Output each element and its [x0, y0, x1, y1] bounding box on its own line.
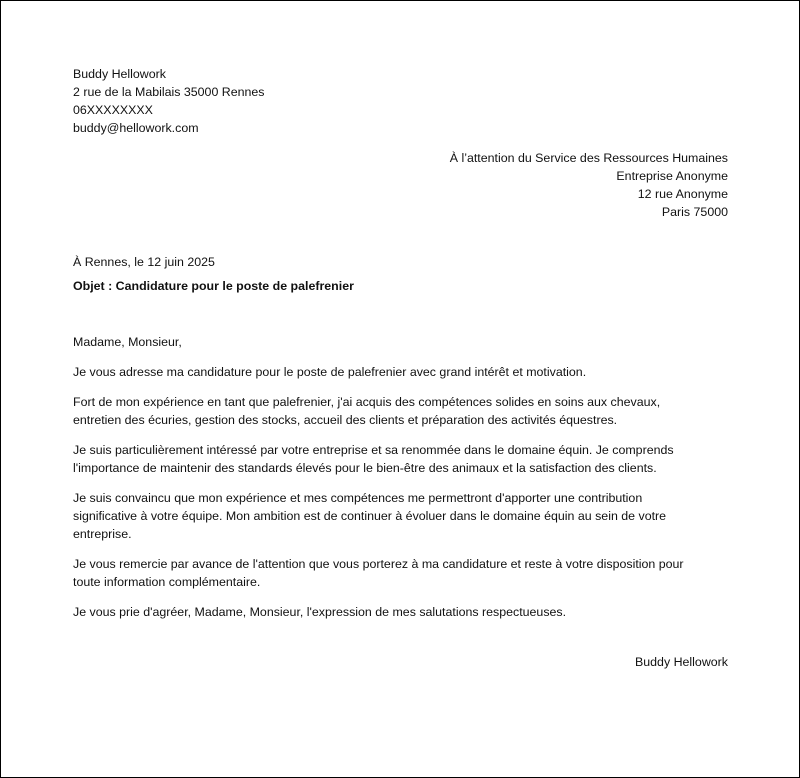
paragraph-closing: [73, 603, 728, 621]
paragraph-line: Fort de mon expérience en tant que palefrenier, j'ai acquis des compétences solides en soins aux chevaux,: [73, 395, 661, 409]
sender-phone: 06XXXXXXXX: [73, 103, 153, 117]
paragraph-line: l'importance de maintenir des standards élevés pour le bien-être des animaux et la satisfaction des clients.: [73, 461, 657, 475]
paragraph-experience: [73, 393, 728, 429]
paragraph-line: entreprise.: [73, 527, 132, 541]
paragraph-line: significative à votre équipe. Mon ambition est de continuer à évoluer dans le domaine équin au sein de votre: [73, 509, 667, 523]
date-line: À Rennes, le 12 juin 2025: [73, 255, 215, 269]
letter-content: [73, 65, 728, 671]
sender-block: [73, 65, 728, 137]
paragraph-contribution: [73, 489, 728, 543]
paragraph-line: Je vous remercie par avance de l'attention que vous porterez à ma candidature et reste à votre disposition pour: [73, 557, 684, 571]
recipient-city: Paris 75000: [661, 205, 728, 219]
recipient-block: [73, 149, 728, 221]
paragraph-line: toute information complémentaire.: [73, 575, 261, 589]
paragraph-line: entretien des écuries, gestion des stocks, accueil des clients et préparation des activités équestres.: [73, 413, 618, 427]
salutation: Madame, Monsieur,: [73, 335, 182, 349]
subject-line: Objet : Candidature pour le poste de palefrenier: [73, 279, 354, 293]
recipient-street: 12 rue Anonyme: [637, 187, 728, 201]
sender-email: buddy@hellowork.com: [73, 121, 199, 135]
signature: Buddy Hellowork: [635, 655, 728, 669]
paragraph-line: Je vous prie d'agréer, Madame, Monsieur, l'expression de mes salutations respectueuses.: [73, 605, 567, 619]
sender-name: Buddy Hellowork: [73, 67, 166, 81]
paragraph-intro: [73, 363, 728, 381]
paragraph-line: Je suis convaincu que mon expérience et mes compétences me permettront d'apporter une contribution: [73, 491, 643, 505]
paragraph-line: Je vous adresse ma candidature pour le poste de palefrenier avec grand intérêt et motivation.: [73, 365, 587, 379]
paragraph-company-interest: [73, 441, 728, 477]
sender-address: 2 rue de la Mabilais 35000 Rennes: [73, 85, 265, 99]
paragraph-line: Je suis particulièrement intéressé par votre entreprise et sa renommée dans le domaine équin. Je comprends: [73, 443, 674, 457]
recipient-attention: À l’attention du Service des Ressources Humaines: [449, 151, 728, 165]
paragraph-thanks: [73, 555, 728, 591]
recipient-company: Entreprise Anonyme: [616, 169, 728, 183]
